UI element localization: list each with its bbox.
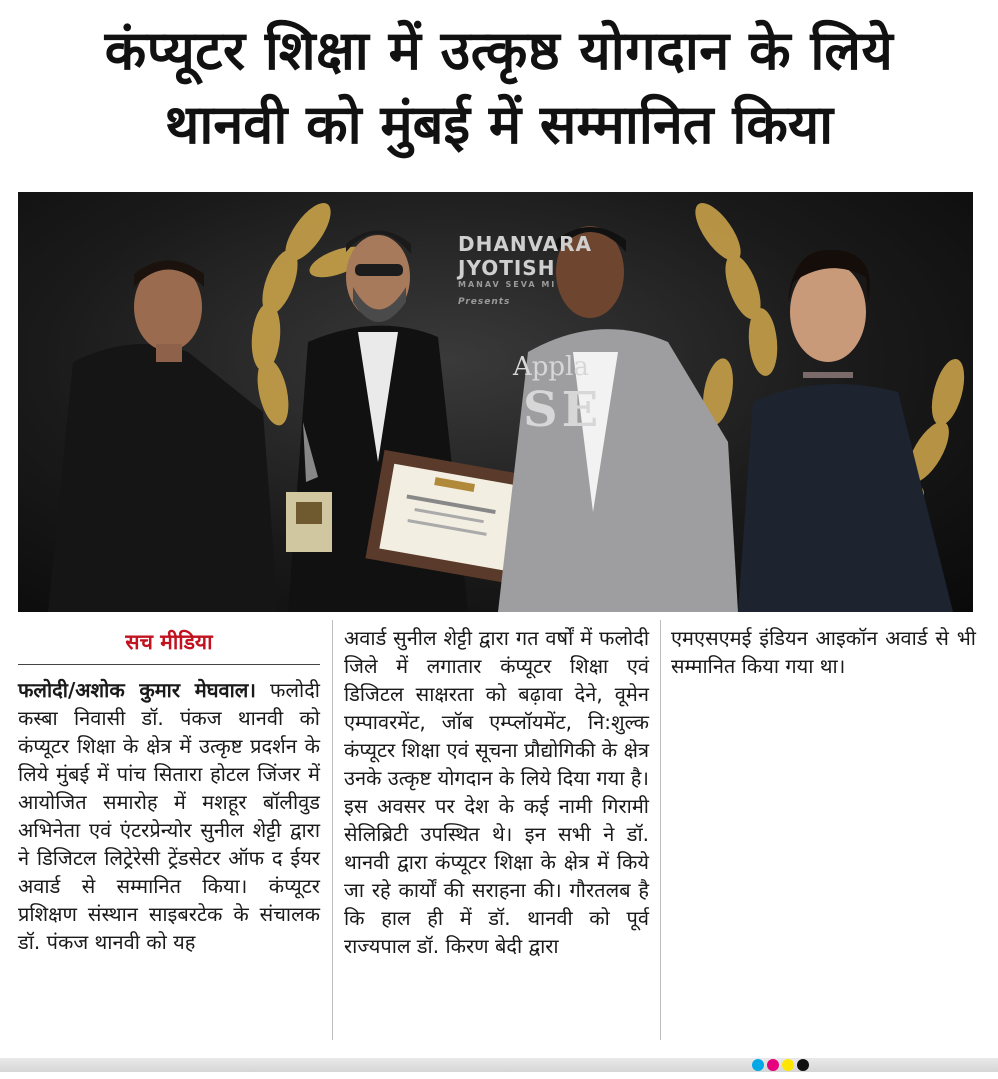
sponsor-line-2: JYOTISH xyxy=(458,256,556,280)
cyan-dot-icon xyxy=(752,1059,764,1071)
sponsor-line-1: DHANVARA xyxy=(458,232,593,256)
backdrop-word-1: Appla xyxy=(513,352,589,382)
dateline: फलोदी/अशोक कुमार मेघवाल। xyxy=(18,678,256,702)
column-2-text: अवार्ड सुनील शेट्टी द्वारा गत वर्षों में फलोदी जिले में लगातार कंप्यूटर शिक्षा एवं डिजिटल साक्षरता को बढ़ावा देने, वूमेन एम्पावरमेंट, जॉब एम्प्लॉयमेंट, नि:शुल्क कंप्यूटर शिक्षा एवं सूचना प्रौद्योगिकी के क्षेत्र उनके उत्कृष्ट योगदान के लिये दिया गया है। इस अवसर पर देश के कई नामी गिरामी सेलिब्रिटी उपस्थित थे। इन सभी ने डॉ. थानवी द्वारा कंप्यूटर शिक्षा के क्षेत्र में किये जा रहे कार्यों की सराहना की। गौरतलब है कि हाल ही में डॉ. थानवी को पूर्व राज्यपाल डॉ. किरण बेदी द्वारा xyxy=(344,626,649,958)
column-3-text: एमएसएमई इंडियन आइकॉन अवार्ड से भी सम्मानित किया गया था। xyxy=(671,626,976,678)
backdrop-word-2: SE xyxy=(523,382,603,438)
sponsor-logo xyxy=(458,232,592,307)
backdrop-text xyxy=(513,352,602,438)
column-divider-1 xyxy=(332,620,333,1040)
page-footer-bar xyxy=(0,1058,998,1072)
article-column-1 xyxy=(18,676,320,956)
registration-marks xyxy=(752,1059,809,1071)
article-column-2 xyxy=(344,624,649,960)
headline-line-2: थानवी को मुंबई में सम्मानित किया xyxy=(164,93,834,156)
person-4-figure xyxy=(738,250,953,612)
column-divider-2 xyxy=(660,620,661,1040)
black-dot-icon xyxy=(797,1059,809,1071)
sponsor-tagline: MANAV SEVA MI xyxy=(458,280,557,289)
article-column-3 xyxy=(671,624,976,680)
presents-text: Presents xyxy=(458,297,511,307)
magenta-dot-icon xyxy=(767,1059,779,1071)
section-label: सच मीडिया xyxy=(125,630,213,654)
headline-line-1: कंप्यूटर शिक्षा में उत्कृष्ठ योगदान के लिये xyxy=(104,19,894,82)
headline xyxy=(0,14,998,162)
yellow-dot-icon xyxy=(782,1059,794,1071)
award-ceremony-photo xyxy=(18,192,973,612)
person-1-figure xyxy=(48,261,278,613)
section-rule xyxy=(18,664,320,665)
column-1-text: फलोदी कस्बा निवासी डॉ. पंकज थानवी को कंप्यूटर शिक्षा के क्षेत्र में उत्कृष्ट प्रदर्शन के लिये मुंबई में पांच सितारा होटल जिंजर में आयोजित समारोह में मशहूर बॉलीवुड अभिनेता एवं एंटरप्रेन्योर सुनील शेट्टी द्वारा ने डिजिटल लिट्रेरेसी ट्रेंडसेटर ऑफ द ईयर अवार्ड से सम्मानित किया। कंप्यूटर प्रशिक्षण संस्थान साइबरटेक के संचालक डॉ. पंकज थानवी को यह xyxy=(18,678,320,954)
